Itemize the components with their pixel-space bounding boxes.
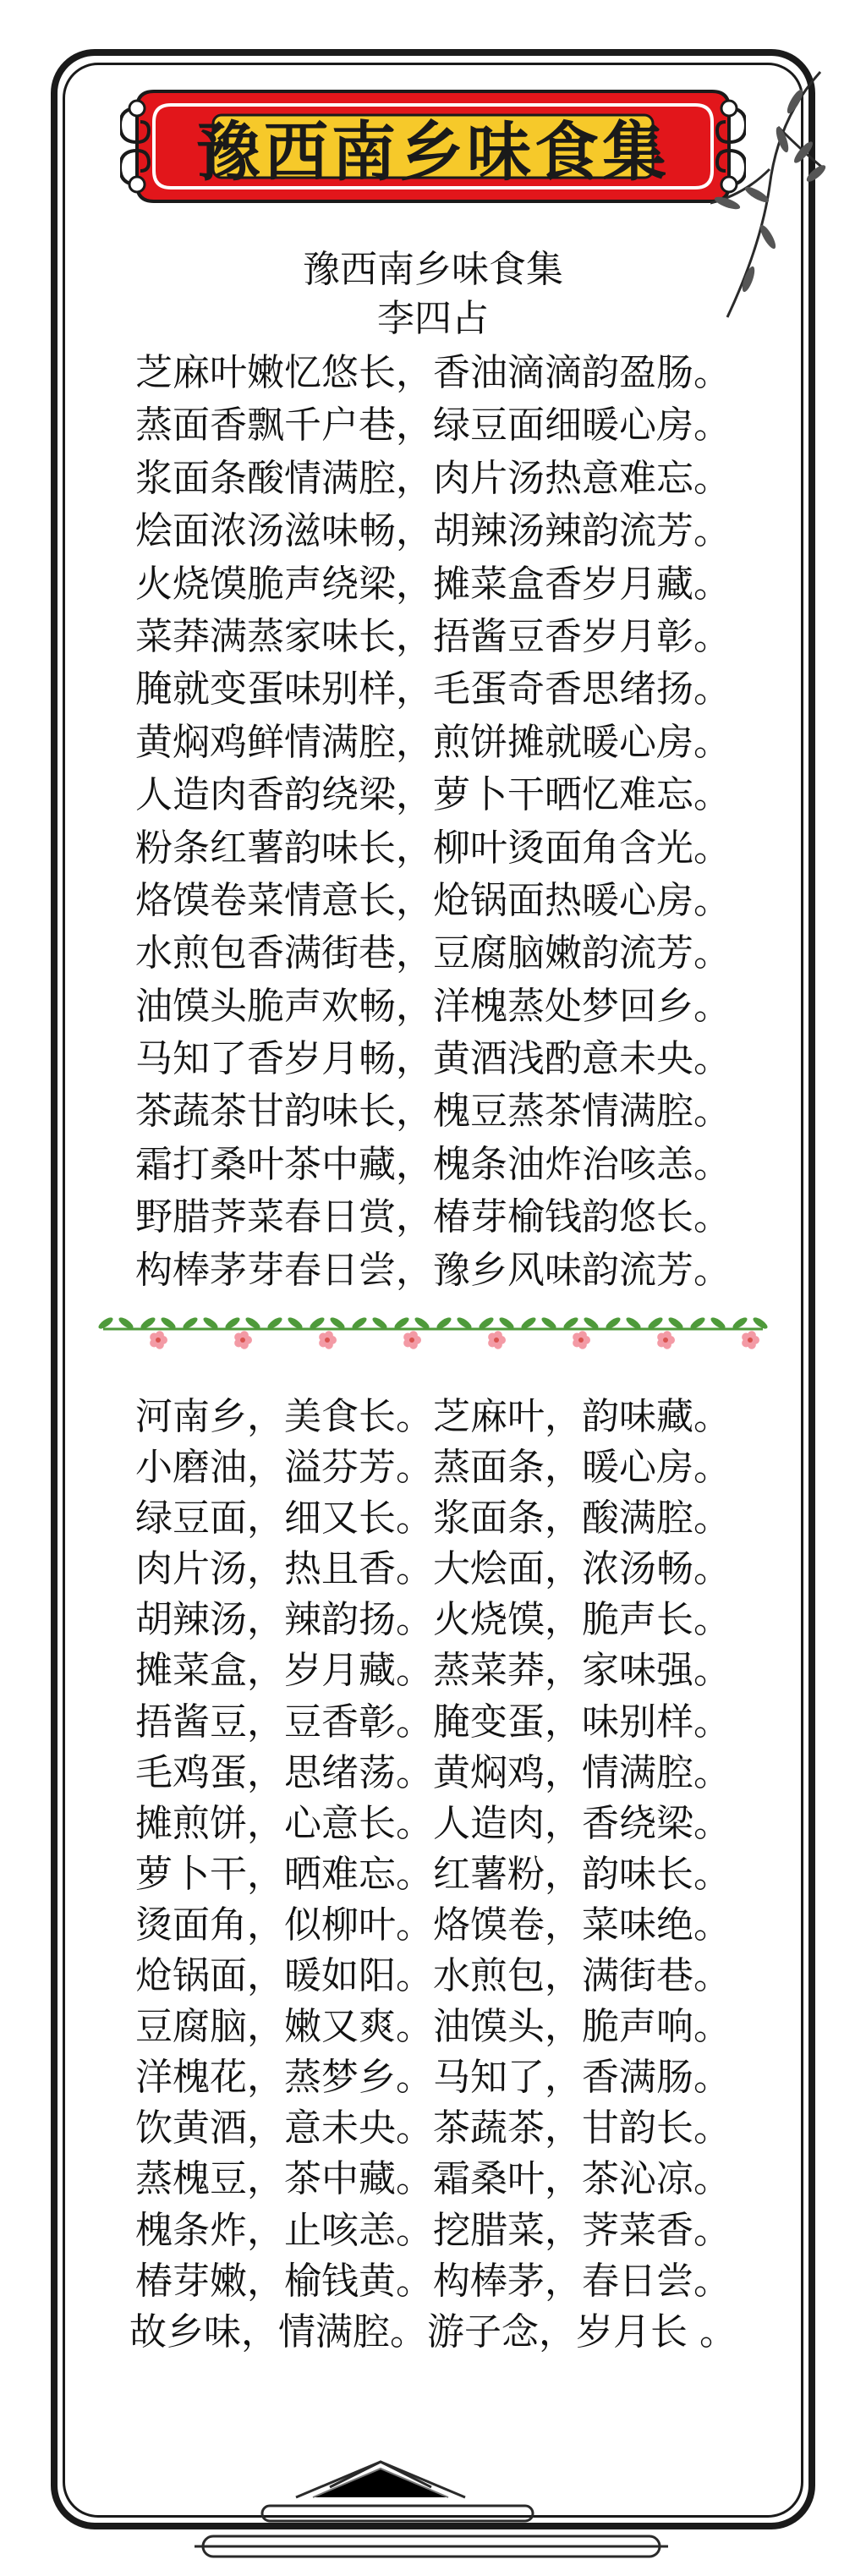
song-line: 炝锅面，暖如阳。水煎包，满街巷。 (135, 1954, 731, 1998)
mountain-ornament-icon (195, 2453, 668, 2572)
song-lines (0, 1392, 866, 2358)
song-line: 蒸槐豆，茶中藏。霜桑叶，茶沁凉。 (135, 2157, 731, 2201)
song-line: 烫面角，似柳叶。烙馍卷，菜味绝。 (135, 1903, 731, 1947)
song-line: 肉片汤，热且香。大烩面，浓汤畅。 (135, 1547, 731, 1591)
poem-lines (0, 347, 866, 1297)
song-line: 故乡味，情满腔。游子念，岁月长 。 (129, 2310, 737, 2354)
poem-line: 蒸面香飘千户巷，绿豆面细暖心房。 (135, 404, 731, 448)
song-line: 摊菜盒，岁月藏。蒸菜莽，家味强。 (135, 1649, 731, 1693)
document-title: 豫西南乡味食集 (303, 248, 563, 291)
poem-line: 水煎包香满街巷，豆腐脑嫩韵流芳。 (135, 931, 731, 975)
poem-line: 霜打桑叶茶中藏，槐条油炸治咳恙。 (135, 1142, 731, 1186)
song-line: 椿芽嫩，榆钱黄。构棒茅，春日尝。 (135, 2259, 731, 2303)
song-line: 河南乡，美食长。芝麻叶，韵味藏。 (135, 1395, 731, 1438)
song-line: 摊煎饼，心意长。人造肉，香绕梁。 (135, 1801, 731, 1845)
song-line: 小磨油，溢芬芳。蒸面条，暖心房。 (135, 1446, 731, 1490)
poem-line: 芝麻叶嫩忆悠长，香油滴滴韵盈肠。 (135, 351, 731, 394)
poem-line: 野腊荠菜春日赏，椿芽榆钱韵悠长。 (135, 1195, 731, 1239)
poem-line: 火烧馍脆声绕梁，摊菜盒香岁月藏。 (135, 562, 731, 606)
poem-line: 粉条红薯韵味长，柳叶烫面角含光。 (135, 826, 731, 870)
banner-title: 豫西南乡味食集 (196, 113, 670, 189)
song-line: 豆腐脑，嫩又爽。油馍头，脆声响。 (135, 2005, 731, 2049)
song-line: 胡辣汤，辣韵扬。火烧馍，脆声长。 (135, 1598, 731, 1642)
poem-line: 构棒茅芽春日尝，豫乡风味韵流芳。 (135, 1248, 731, 1292)
poem-line: 油馍头脆声欢畅，洋槐蒸处梦回乡。 (135, 984, 731, 1028)
poem-line: 茶蔬茶甘韵味长，槐豆蒸茶情满腔。 (135, 1090, 731, 1134)
poem-line: 烩面浓汤滋味畅，胡辣汤辣韵流芳。 (135, 509, 731, 553)
song-line: 饮黄酒，意未央。茶蔬茶，甘韵长。 (135, 2106, 731, 2150)
song-line: 绿豆面，细又长。浆面条，酸满腔。 (135, 1497, 731, 1541)
poem-line: 马知了香岁月畅，黄酒浅酌意未央。 (135, 1037, 731, 1081)
poem-line: 腌就变蛋味别样，毛蛋奇香思绪扬。 (135, 667, 731, 711)
poem-line: 人造肉香韵绕梁，萝卜干晒忆难忘。 (135, 773, 731, 817)
document-author: 李四占 (377, 297, 489, 340)
poem-line: 烙馍卷菜情意长，炝锅面热暖心房。 (135, 878, 731, 922)
song-line: 毛鸡蛋，思绪荡。黄焖鸡，情满腔。 (135, 1750, 731, 1794)
song-line: 捂酱豆，豆香彰。腌变蛋，味别样。 (135, 1700, 731, 1744)
poem-line: 浆面条酸情满腔，肉片汤热意难忘。 (135, 456, 731, 500)
floral-divider-icon (95, 1303, 771, 1355)
song-line: 萝卜干，晒难忘。红薯粉，韵味长。 (135, 1852, 731, 1896)
song-line: 洋槐花，蒸梦乡。马知了，香满肠。 (135, 2056, 731, 2100)
song-line: 槐条炸，止咳恙。挖腊菜，荠菜香。 (135, 2208, 731, 2252)
poem-line: 菜莽满蒸家味长，捂酱豆香岁月彰。 (135, 614, 731, 658)
poem-line: 黄焖鸡鲜情满腔，煎饼摊就暖心房。 (135, 720, 731, 764)
